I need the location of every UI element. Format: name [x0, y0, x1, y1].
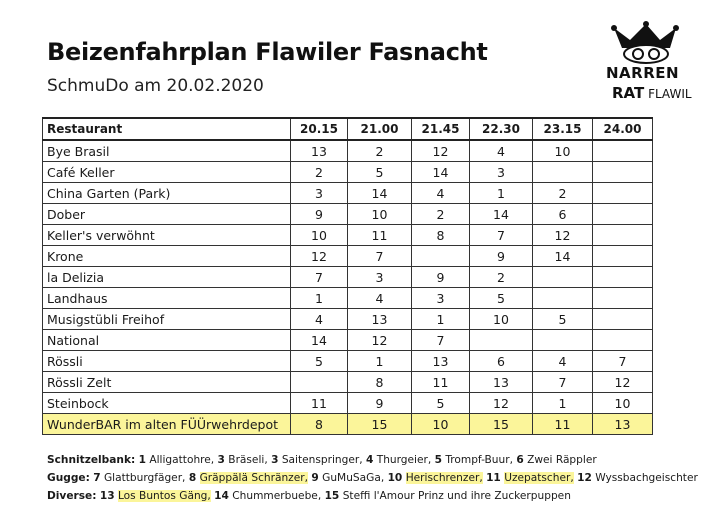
table-row	[43, 204, 653, 225]
table-cell: 3	[470, 162, 533, 183]
table-cell	[593, 225, 653, 246]
table-cell: 6	[470, 351, 533, 372]
table-row	[43, 246, 653, 267]
table-cell: 1	[348, 351, 412, 372]
table-header-row	[43, 118, 653, 140]
table-cell	[593, 330, 653, 351]
table-cell	[533, 162, 593, 183]
logo-text-rat: RAT FLAWIL	[612, 84, 692, 102]
restaurant-name: Dober	[43, 204, 291, 225]
table-row	[43, 162, 653, 183]
restaurant-name: National	[43, 330, 291, 351]
table-cell: 2	[348, 140, 412, 162]
table-cell: 11	[348, 225, 412, 246]
page-subtitle: SchmuDo am 20.02.2020	[47, 76, 264, 96]
table-cell: 9	[291, 204, 348, 225]
restaurant-name: Keller's verwöhnt	[43, 225, 291, 246]
table-cell: 1	[470, 183, 533, 204]
table-row	[43, 372, 653, 393]
table-cell: 2	[412, 204, 470, 225]
table-row	[43, 140, 653, 162]
table-cell: 4	[533, 351, 593, 372]
table-cell	[533, 267, 593, 288]
table-cell: 14	[470, 204, 533, 225]
table-cell: 4	[348, 288, 412, 309]
table-cell: 12	[412, 140, 470, 162]
table-cell: 14	[291, 330, 348, 351]
column-header: 22.30	[470, 118, 533, 140]
table-row	[43, 351, 653, 372]
restaurant-name: Bye Brasil	[43, 140, 291, 162]
table-cell: 10	[348, 204, 412, 225]
table-cell: 12	[470, 393, 533, 414]
column-header: 20.15	[291, 118, 348, 140]
restaurant-name: Krone	[43, 246, 291, 267]
table-cell	[412, 246, 470, 267]
table-cell: 14	[412, 162, 470, 183]
table-cell: 3	[291, 183, 348, 204]
table-cell: 3	[348, 267, 412, 288]
table-cell: 1	[412, 309, 470, 330]
table-cell: 2	[291, 162, 348, 183]
table-cell	[470, 330, 533, 351]
table-cell: 2	[533, 183, 593, 204]
table-cell: 12	[348, 330, 412, 351]
table-row	[43, 288, 653, 309]
table-cell: 7	[533, 372, 593, 393]
table-cell: 7	[348, 246, 412, 267]
table-cell	[291, 372, 348, 393]
table-cell: 15	[470, 414, 533, 435]
table-row	[43, 225, 653, 246]
table-cell: 5	[348, 162, 412, 183]
table-cell: 9	[348, 393, 412, 414]
table-cell: 12	[533, 225, 593, 246]
table-cell: 5	[291, 351, 348, 372]
table-cell: 11	[291, 393, 348, 414]
table-cell: 10	[470, 309, 533, 330]
table-cell: 5	[412, 393, 470, 414]
table-cell: 1	[533, 393, 593, 414]
table-row	[43, 414, 653, 435]
page-title: Beizenfahrplan Flawiler Fasnacht	[47, 38, 488, 66]
table-cell	[593, 183, 653, 204]
table-row	[43, 393, 653, 414]
table-cell	[533, 330, 593, 351]
logo-text-narren: NARREN	[606, 64, 680, 82]
table-cell: 3	[412, 288, 470, 309]
table-cell	[593, 204, 653, 225]
table-cell: 8	[412, 225, 470, 246]
table-cell: 13	[470, 372, 533, 393]
table-cell: 8	[348, 372, 412, 393]
legend-schnitzelbank: Schnitzelbank: 1 Alligattohre, 3 Bräseli, 3 Saitenspringer, 4 Thurgeier, 5 Trompf-Buur, 6 Zwei Räppler	[47, 454, 597, 466]
table-cell	[593, 288, 653, 309]
restaurant-name: Musigstübli Freihof	[43, 309, 291, 330]
legend	[47, 451, 707, 505]
table-cell: 4	[291, 309, 348, 330]
table-cell: 9	[470, 246, 533, 267]
table-cell: 14	[533, 246, 593, 267]
table-cell: 7	[593, 351, 653, 372]
table-cell: 7	[470, 225, 533, 246]
legend-diverse: Diverse: 13 Los Buntos Gäng, 14 Chummerbuebe, 15 Steffi l'Amour Prinz und ihre Zuckerpuppen	[47, 490, 571, 502]
restaurant-name: la Delizia	[43, 267, 291, 288]
table-cell: 2	[470, 267, 533, 288]
table-cell	[593, 246, 653, 267]
table-cell: 12	[593, 372, 653, 393]
table-cell: 10	[533, 140, 593, 162]
restaurant-name: China Garten (Park)	[43, 183, 291, 204]
table-row	[43, 267, 653, 288]
table-row	[43, 309, 653, 330]
table-cell: 14	[348, 183, 412, 204]
table-cell: 5	[533, 309, 593, 330]
table-cell: 12	[291, 246, 348, 267]
column-header: 21.45	[412, 118, 470, 140]
table-cell: 6	[533, 204, 593, 225]
table-cell: 11	[412, 372, 470, 393]
table-row	[43, 330, 653, 351]
table-cell: 13	[348, 309, 412, 330]
table-cell: 1	[291, 288, 348, 309]
table-cell: 15	[348, 414, 412, 435]
restaurant-name: Rössli Zelt	[43, 372, 291, 393]
table-cell: 13	[291, 140, 348, 162]
legend-gugge: Gugge: 7 Glattburgfäger, 8 Gräppälä Schränzer, 9 GuMuSaGa, 10 Herischrenzer, 11 Uzepatscher, 12 Wyssbachgeischter	[47, 472, 698, 484]
table-cell: 8	[291, 414, 348, 435]
table-cell: 9	[412, 267, 470, 288]
table-cell: 5	[470, 288, 533, 309]
column-header: 24.00	[593, 118, 653, 140]
restaurant-name: Landhaus	[43, 288, 291, 309]
table-cell	[593, 309, 653, 330]
table-cell: 11	[533, 414, 593, 435]
restaurant-name: Rössli	[43, 351, 291, 372]
restaurant-name: WunderBAR im alten FÜÜrwehrdepot	[43, 414, 291, 435]
table-cell: 10	[593, 393, 653, 414]
table-cell: 4	[470, 140, 533, 162]
restaurant-name: Steinbock	[43, 393, 291, 414]
table-cell: 7	[291, 267, 348, 288]
table-row	[43, 183, 653, 204]
table-cell	[533, 288, 593, 309]
table-cell: 10	[291, 225, 348, 246]
restaurant-name: Café Keller	[43, 162, 291, 183]
column-header: 21.00	[348, 118, 412, 140]
table-cell: 4	[412, 183, 470, 204]
table-cell	[593, 267, 653, 288]
column-header: Restaurant	[43, 118, 291, 140]
table-cell: 13	[412, 351, 470, 372]
column-header: 23.15	[533, 118, 593, 140]
table-cell	[593, 162, 653, 183]
table-cell: 7	[412, 330, 470, 351]
table-cell	[593, 140, 653, 162]
table-cell: 13	[593, 414, 653, 435]
table-cell: 10	[412, 414, 470, 435]
schedule-table	[42, 117, 653, 435]
